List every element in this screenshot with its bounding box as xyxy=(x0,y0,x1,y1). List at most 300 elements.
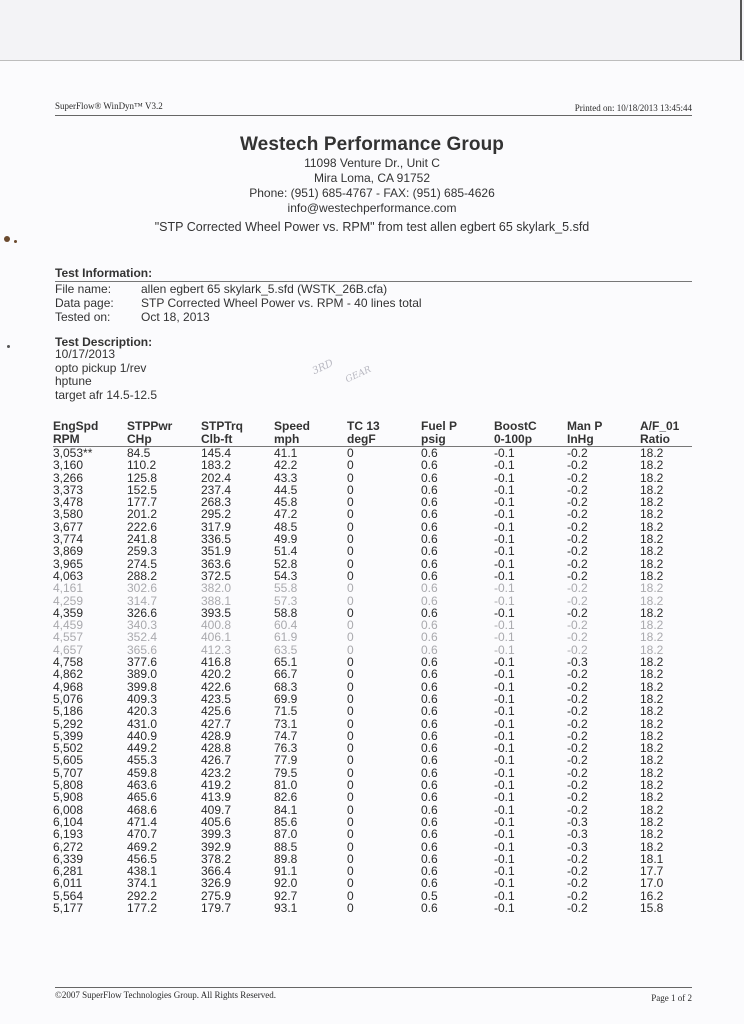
table-cell: 0.6 xyxy=(421,618,438,633)
table-cell: 400.8 xyxy=(201,618,232,633)
table-cell: 17.7 xyxy=(640,864,664,879)
table-cell: 68.3 xyxy=(274,679,298,694)
table-cell: 0 xyxy=(347,778,354,793)
table-cell: 6,272 xyxy=(53,839,84,854)
table-cell: 241.8 xyxy=(127,532,158,547)
table-cell: 18.2 xyxy=(640,507,664,522)
table-cell: 18.2 xyxy=(640,814,664,829)
table-row xyxy=(53,754,692,766)
table-cell: -0.2 xyxy=(567,556,588,571)
table-cell: 18.2 xyxy=(640,495,664,510)
table-cell: 469.2 xyxy=(127,839,158,854)
table-cell: 91.1 xyxy=(274,864,298,879)
table-cell: 18.2 xyxy=(640,667,664,682)
table-cell: 3,053** xyxy=(53,446,93,460)
table-cell: 84.5 xyxy=(127,446,151,460)
table-cell: 0 xyxy=(347,581,354,596)
table-cell: 6,011 xyxy=(53,876,83,891)
table-cell: -0.1 xyxy=(494,753,515,768)
table-cell: 0 xyxy=(347,900,354,915)
table-cell: 92.0 xyxy=(274,876,298,891)
table-cell: 88.5 xyxy=(274,839,298,854)
table-cell: 406.1 xyxy=(201,630,232,645)
dyno-data-table xyxy=(53,420,692,914)
table-cell: 18.2 xyxy=(640,605,664,620)
table-cell: -0.2 xyxy=(567,482,588,497)
table-cell: 0 xyxy=(347,630,354,645)
table-cell: 4,657 xyxy=(53,642,84,657)
table-cell: -0.1 xyxy=(494,704,515,719)
table-cell: 54.3 xyxy=(274,568,298,583)
column-header: Fuel P xyxy=(421,419,458,433)
table-cell: 4,968 xyxy=(53,679,84,694)
table-cell: -0.3 xyxy=(567,814,588,829)
table-cell: -0.2 xyxy=(567,765,588,780)
table-cell: -0.2 xyxy=(567,446,588,460)
table-row xyxy=(53,582,692,594)
table-row xyxy=(53,459,692,471)
table-cell: 18.2 xyxy=(640,679,664,694)
table-cell: 317.9 xyxy=(201,519,232,534)
table-cell: 58.8 xyxy=(274,605,298,620)
table-cell: 372.5 xyxy=(201,568,232,583)
table-cell: 5,292 xyxy=(53,716,84,731)
table-cell: 42.2 xyxy=(274,458,298,473)
table-cell: 237.4 xyxy=(201,482,232,497)
table-row xyxy=(53,595,692,607)
table-cell: 85.6 xyxy=(274,814,298,829)
table-cell: 0.6 xyxy=(421,593,438,608)
table-cell: 0 xyxy=(347,544,354,559)
table-cell: -0.1 xyxy=(494,630,515,645)
table-cell: -0.2 xyxy=(567,667,588,682)
table-cell: 377.6 xyxy=(127,655,158,670)
table-cell: -0.1 xyxy=(494,728,515,743)
table-cell: 409.3 xyxy=(127,691,158,706)
table-cell: 89.8 xyxy=(274,851,298,866)
table-cell: -0.1 xyxy=(494,556,515,571)
table-cell: 0 xyxy=(347,507,354,522)
table-cell: -0.2 xyxy=(567,691,588,706)
table-cell: 409.7 xyxy=(201,802,232,817)
table-cell: 18.2 xyxy=(640,728,664,743)
table-cell: -0.2 xyxy=(567,519,588,534)
table-cell: -0.2 xyxy=(567,753,588,768)
table-cell: 0 xyxy=(347,495,354,510)
table-cell: 0 xyxy=(347,802,354,817)
table-row xyxy=(53,877,692,889)
table-cell: 0.6 xyxy=(421,827,438,842)
table-cell: 0 xyxy=(347,704,354,719)
table-cell: 0.6 xyxy=(421,851,438,866)
table-cell: 152.5 xyxy=(127,482,158,497)
table-cell: -0.1 xyxy=(494,532,515,547)
table-cell: 3,965 xyxy=(53,556,84,571)
table-cell: 0.5 xyxy=(421,888,438,903)
company-address-2: Mira Loma, CA 91752 xyxy=(313,171,431,185)
table-cell: 222.6 xyxy=(127,519,158,534)
table-cell: 110.2 xyxy=(127,458,157,473)
table-cell: 84.1 xyxy=(274,802,298,817)
table-cell: -0.1 xyxy=(494,618,515,633)
table-cell: -0.1 xyxy=(494,605,515,620)
company-email: info@westechperformance.com xyxy=(287,201,457,215)
table-cell: -0.1 xyxy=(494,667,515,682)
table-cell: -0.3 xyxy=(567,655,588,670)
table-cell: 6,008 xyxy=(53,802,84,817)
table-cell: -0.1 xyxy=(494,900,515,915)
table-cell: 0.6 xyxy=(421,667,438,682)
table-cell: 399.8 xyxy=(127,679,158,694)
table-cell: 412.3 xyxy=(201,642,232,657)
company-address-1: 11098 Venture Dr., Unit C xyxy=(304,156,440,170)
column-header: EngSpd xyxy=(53,419,99,433)
table-cell: 0 xyxy=(347,716,354,731)
table-cell: 0.6 xyxy=(421,544,438,559)
table-cell: 366.4 xyxy=(201,864,232,879)
table-cell: -0.1 xyxy=(494,593,515,608)
table-cell: 3,478 xyxy=(53,495,84,510)
header-row-units xyxy=(53,433,692,447)
column-header: Man P xyxy=(567,419,603,433)
table-cell: 0 xyxy=(347,556,354,571)
column-unit: degF xyxy=(347,433,421,447)
table-cell: -0.1 xyxy=(494,814,515,829)
test-info-tested-on xyxy=(55,310,210,324)
table-cell: 6,281 xyxy=(53,864,84,879)
description-line: target afr 14.5-12.5 xyxy=(55,387,158,402)
table-cell: 0.6 xyxy=(421,864,438,879)
table-cell: 465.6 xyxy=(127,790,158,805)
table-cell: 18.2 xyxy=(640,618,664,633)
table-cell: 275.9 xyxy=(201,888,232,903)
table-row xyxy=(53,508,692,520)
table-cell: 5,808 xyxy=(53,778,84,793)
table-cell: 18.2 xyxy=(640,790,664,805)
table-cell: 0.6 xyxy=(421,704,438,719)
table-cell: -0.2 xyxy=(567,790,588,805)
table-cell: -0.1 xyxy=(494,495,515,510)
table-cell: 77.9 xyxy=(274,753,298,768)
table-cell: 425.6 xyxy=(201,704,232,719)
page-footer xyxy=(55,987,692,1003)
table-cell: 399.3 xyxy=(201,827,232,842)
table-cell: 87.0 xyxy=(274,827,298,842)
table-cell: 405.6 xyxy=(201,814,232,829)
table-cell: 0 xyxy=(347,605,354,620)
table-cell: 18.2 xyxy=(640,765,664,780)
table-cell: -0.2 xyxy=(567,630,588,645)
table-cell: 5,908 xyxy=(53,790,84,805)
table-cell: 0.6 xyxy=(421,900,438,915)
table-cell: 0.6 xyxy=(421,839,438,854)
field-value: Oct 18, 2013 xyxy=(141,310,210,324)
table-cell: 459.8 xyxy=(127,765,158,780)
table-cell: 4,758 xyxy=(53,655,84,670)
table-cell: 44.5 xyxy=(274,482,298,497)
table-cell: 468.6 xyxy=(127,802,158,817)
table-cell: 4,359 xyxy=(53,605,84,620)
table-cell: 69.9 xyxy=(274,691,298,706)
table-cell: -0.2 xyxy=(567,532,588,547)
table-cell: 382.0 xyxy=(201,581,232,596)
table-cell: 18.2 xyxy=(640,544,664,559)
table-cell: 0 xyxy=(347,679,354,694)
column-header: A/F_01 xyxy=(640,419,680,433)
table-cell: 471.4 xyxy=(127,814,158,829)
field-label: Tested on: xyxy=(55,310,111,324)
table-cell: 18.2 xyxy=(640,716,664,731)
table-cell: 4,557 xyxy=(53,630,84,645)
table-cell: 18.2 xyxy=(640,470,664,485)
table-cell: -0.2 xyxy=(567,568,588,583)
table-cell: 0.6 xyxy=(421,446,438,460)
table-cell: 65.1 xyxy=(274,655,298,670)
table-cell: -0.1 xyxy=(494,655,515,670)
table-cell: -0.1 xyxy=(494,839,515,854)
table-cell: 18.1 xyxy=(640,851,664,866)
table-cell: -0.2 xyxy=(567,507,588,522)
table-cell: 393.5 xyxy=(201,605,232,620)
table-cell: 18.2 xyxy=(640,827,664,842)
table-cell: -0.2 xyxy=(567,618,588,633)
table-cell: -0.1 xyxy=(494,519,515,534)
table-cell: 365.6 xyxy=(127,642,158,657)
description-line: opto pickup 1/rev xyxy=(55,360,147,375)
table-cell: 45.8 xyxy=(274,495,298,510)
table-cell: 423.5 xyxy=(201,691,232,706)
table-cell: -0.2 xyxy=(567,716,588,731)
table-body xyxy=(53,447,692,915)
test-description-title: Test Description: xyxy=(55,335,153,349)
table-cell: 79.5 xyxy=(274,765,298,780)
report-title: "STP Corrected Wheel Power vs. RPM" from test allen egbert 65 skylark_5.sfd xyxy=(154,220,590,234)
table-cell: 41.1 xyxy=(274,446,298,460)
column-unit: 0-100p xyxy=(494,433,567,447)
table-cell: 3,373 xyxy=(53,482,84,497)
table-cell: -0.1 xyxy=(494,691,515,706)
table-cell: 183.2 xyxy=(201,458,232,473)
table-cell: 0 xyxy=(347,470,354,485)
table-cell: 3,869 xyxy=(53,544,84,559)
table-cell: 179.7 xyxy=(201,900,232,915)
table-cell: 0.6 xyxy=(421,728,438,743)
table-cell: -0.1 xyxy=(494,458,515,473)
table-cell: 48.5 xyxy=(274,519,298,534)
table-cell: -0.1 xyxy=(494,679,515,694)
table-cell: -0.1 xyxy=(494,446,515,460)
table-cell: 5,605 xyxy=(53,753,84,768)
column-unit: RPM xyxy=(53,433,127,447)
table-cell: 5,502 xyxy=(53,741,84,756)
table-cell: 0.6 xyxy=(421,507,438,522)
table-cell: 0.6 xyxy=(421,532,438,547)
table-cell: -0.1 xyxy=(494,765,515,780)
table-cell: 456.5 xyxy=(127,851,158,866)
field-label: Data page: xyxy=(55,296,114,310)
table-cell: -0.2 xyxy=(567,728,588,743)
table-cell: 18.2 xyxy=(640,568,664,583)
table-cell: 268.3 xyxy=(201,495,232,510)
table-cell: 0.6 xyxy=(421,679,438,694)
table-cell: 3,160 xyxy=(53,458,84,473)
table-cell: 0.6 xyxy=(421,655,438,670)
table-cell: 92.7 xyxy=(274,888,298,903)
field-value: allen egbert 65 skylark_5.sfd (WSTK_26B.cfa) xyxy=(141,282,388,296)
table-cell: -0.2 xyxy=(567,876,588,891)
table-cell: 455.3 xyxy=(127,753,158,768)
table-cell: 363.6 xyxy=(201,556,232,571)
table-cell: 416.8 xyxy=(201,655,232,670)
table-cell: 420.3 xyxy=(127,704,158,719)
table-cell: 0.6 xyxy=(421,741,438,756)
scanner-top-margin xyxy=(0,0,744,61)
table-cell: 18.2 xyxy=(640,630,664,645)
table-cell: 3,774 xyxy=(53,532,84,547)
table-cell: 0.6 xyxy=(421,556,438,571)
table-cell: 5,399 xyxy=(53,728,84,743)
paper-speck xyxy=(4,236,10,242)
table-cell: 374.1 xyxy=(127,876,158,891)
table-cell: 0.6 xyxy=(421,876,438,891)
table-cell: 422.6 xyxy=(201,679,232,694)
table-cell: 18.2 xyxy=(640,532,664,547)
table-cell: 0.6 xyxy=(421,519,438,534)
table-cell: -0.1 xyxy=(494,741,515,756)
table-cell: 4,459 xyxy=(53,618,84,633)
table-cell: 295.2 xyxy=(201,507,232,522)
table-cell: 302.6 xyxy=(127,581,158,596)
table-cell: 18.2 xyxy=(640,642,664,657)
software-version: SuperFlow® WinDyn™ V3.2 xyxy=(55,101,163,111)
field-label: File name: xyxy=(55,282,112,296)
column-unit: psig xyxy=(421,433,494,447)
table-cell: 0 xyxy=(347,790,354,805)
table-cell: 0 xyxy=(347,851,354,866)
description-line: hptune xyxy=(55,374,92,388)
table-cell: 93.1 xyxy=(274,900,298,915)
column-unit: InHg xyxy=(567,433,640,447)
table-cell: 51.4 xyxy=(274,544,298,559)
table-cell: -0.2 xyxy=(567,741,588,756)
table-row xyxy=(53,828,692,840)
table-cell: -0.2 xyxy=(567,778,588,793)
table-cell: 5,186 xyxy=(53,704,84,719)
column-unit: mph xyxy=(274,433,347,447)
table-cell: -0.1 xyxy=(494,544,515,559)
table-row xyxy=(53,841,692,853)
table-cell: 352.4 xyxy=(127,630,158,645)
table-cell: 0 xyxy=(347,864,354,879)
table-cell: 18.2 xyxy=(640,753,664,768)
table-cell: 125.8 xyxy=(127,470,158,485)
column-header: STPTrq xyxy=(201,419,244,433)
table-cell: 0 xyxy=(347,667,354,682)
table-cell: 0.6 xyxy=(421,642,438,657)
table-cell: 4,259 xyxy=(53,593,84,608)
table-cell: 431.0 xyxy=(127,716,158,731)
table-cell: 0.6 xyxy=(421,458,438,473)
table-cell: 288.2 xyxy=(127,568,158,583)
table-cell: -0.1 xyxy=(494,482,515,497)
table-cell: 0.6 xyxy=(421,581,438,596)
table-cell: 60.4 xyxy=(274,618,298,633)
column-header: BoostC xyxy=(494,419,537,433)
table-cell: 52.8 xyxy=(274,556,298,571)
table-cell: -0.2 xyxy=(567,802,588,817)
company-name: Westech Performance Group xyxy=(239,134,504,155)
table-cell: 0.6 xyxy=(421,482,438,497)
test-information-title: Test Information: xyxy=(55,266,153,280)
company-block xyxy=(0,134,744,216)
table-cell: 6,104 xyxy=(53,814,84,829)
table-cell: -0.2 xyxy=(567,851,588,866)
table-cell: 388.1 xyxy=(201,593,232,608)
table-cell: 18.2 xyxy=(640,519,664,534)
table-row xyxy=(53,718,692,730)
table-cell: 18.2 xyxy=(640,741,664,756)
table-cell: 0.6 xyxy=(421,778,438,793)
table-row xyxy=(53,668,692,680)
page-number: Page 1 of 2 xyxy=(651,993,692,1003)
table-cell: 449.2 xyxy=(127,741,158,756)
table-cell: 0 xyxy=(347,642,354,657)
table-cell: 0.6 xyxy=(421,765,438,780)
column-unit: Clb-ft xyxy=(201,433,274,447)
table-cell: 389.0 xyxy=(127,667,158,682)
table-cell: 18.2 xyxy=(640,655,664,670)
table-cell: 5,177 xyxy=(53,900,84,915)
table-cell: 18.2 xyxy=(640,482,664,497)
table-cell: -0.1 xyxy=(494,851,515,866)
table-cell: 0.6 xyxy=(421,753,438,768)
table-cell: 0 xyxy=(347,618,354,633)
table-cell: 413.9 xyxy=(201,790,232,805)
table-cell: 426.7 xyxy=(201,753,232,768)
table-cell: 81.0 xyxy=(274,778,298,793)
test-description xyxy=(55,348,157,402)
table-cell: 3,677 xyxy=(53,519,84,534)
handwritten-note: GEAR xyxy=(344,364,373,386)
table-cell: 3,266 xyxy=(53,470,84,485)
table-cell: 378.2 xyxy=(201,851,232,866)
table-cell: -0.2 xyxy=(567,864,588,879)
table-cell: -0.1 xyxy=(494,888,515,903)
table-cell: 18.2 xyxy=(640,556,664,571)
copyright: ©2007 SuperFlow Technologies Group. All Rights Reserved. xyxy=(55,990,277,1000)
table-cell: 292.2 xyxy=(127,888,158,903)
table-cell: 0.6 xyxy=(421,814,438,829)
column-header: Speed xyxy=(274,419,311,433)
table-cell: 202.4 xyxy=(201,470,232,485)
table-cell: 0 xyxy=(347,839,354,854)
printed-timestamp: Printed on: 10/18/2013 13:45:44 xyxy=(574,103,692,113)
table-cell: 0.6 xyxy=(421,605,438,620)
table-cell: 18.2 xyxy=(640,581,664,596)
table-cell: 15.8 xyxy=(640,900,664,915)
table-cell: 63.5 xyxy=(274,642,298,657)
table-cell: 0.6 xyxy=(421,568,438,583)
table-cell: -0.3 xyxy=(567,839,588,854)
table-cell: 5,076 xyxy=(53,691,84,706)
table-cell: 0 xyxy=(347,814,354,829)
table-cell: -0.1 xyxy=(494,507,515,522)
table-cell: -0.3 xyxy=(567,827,588,842)
table-cell: 47.2 xyxy=(274,507,298,522)
table-row xyxy=(53,631,692,643)
table-cell: 0 xyxy=(347,753,354,768)
table-cell: 57.3 xyxy=(274,593,298,608)
